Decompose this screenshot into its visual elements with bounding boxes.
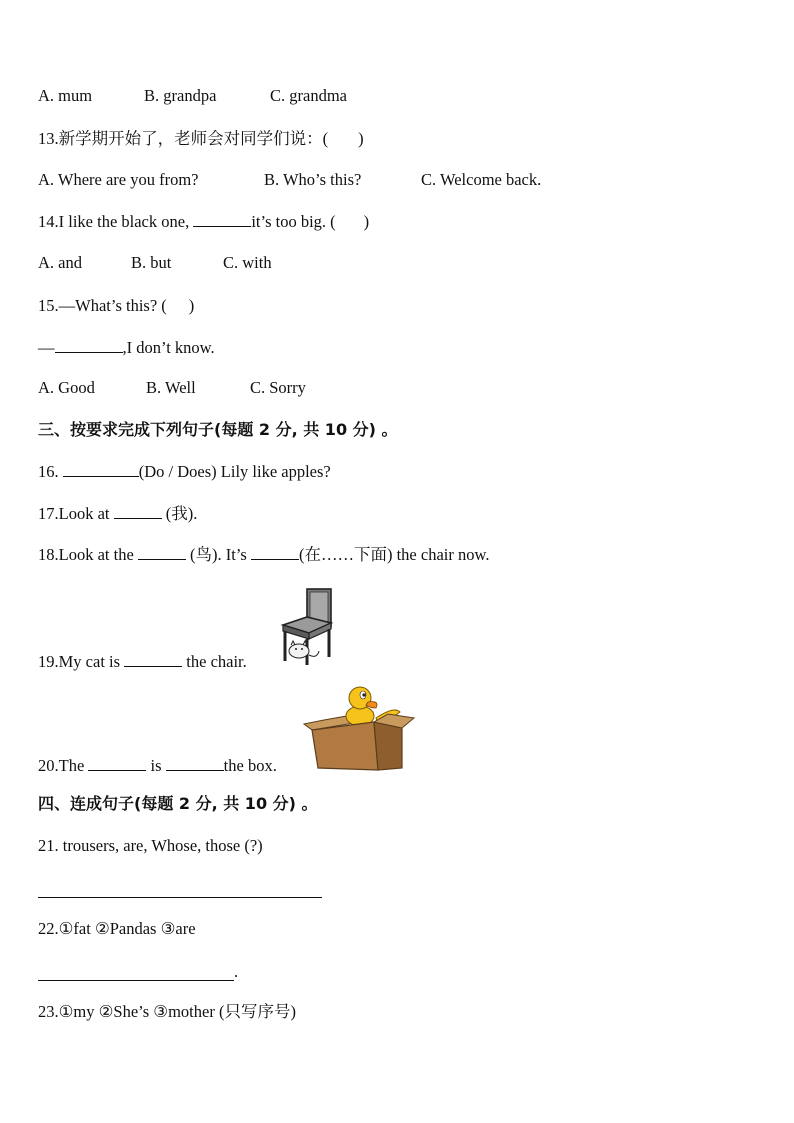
question-20-pre: 20.The [38,756,85,775]
question-18 [38,544,489,566]
question-14-post: it’s too big. ( [251,212,336,231]
answer-blank[interactable] [138,545,186,560]
answer-blank[interactable] [166,756,224,771]
question-15-reply [38,337,215,359]
question-20 [38,755,277,777]
question-15 [38,295,194,317]
answer-blank[interactable] [193,212,251,227]
question-15-stem: 15.—What’s this? ( [38,296,167,315]
answer-period: . [234,962,239,981]
question-14-pre: 14.I like the black one, [38,212,190,231]
question-18-post: (在……下面) the chair now. [298,545,490,564]
question-21: 21. trousers, are, Whose, those (?) [38,836,263,855]
question-19-post: the chair. [186,652,247,671]
answer-blank[interactable] [55,338,123,353]
question-23: 23.①my ②She’s ③mother (只写序号) [38,1002,296,1021]
duck-in-box-icon [302,684,417,772]
answer-blank[interactable] [88,756,146,771]
question-16-post: (Do / Does) Lily like apples? [138,462,331,481]
question-18-pre: 18.Look at the [38,545,134,564]
question-17-pre: 17.Look at [38,504,110,523]
answer-line[interactable] [38,979,234,981]
question-17-post: (我). [165,504,198,523]
option-a: A. Where are you from? [38,170,199,189]
question-14 [38,211,369,233]
answer-blank[interactable] [114,504,162,519]
answer-blank[interactable] [63,462,139,477]
reply-dash: — [38,338,55,357]
chair-with-cat-icon [279,587,333,667]
question-17 [38,503,197,525]
answer-line[interactable] [38,896,322,898]
option-c: C. Welcome back. [421,170,542,189]
option-b: B. Well [146,378,196,397]
question-18-mid: (鸟). It’s [190,545,247,564]
question-20-post: the box. [223,756,277,775]
question-20-mid: is [150,756,162,775]
question-16 [38,461,331,483]
option-c: C. with [223,253,272,272]
question-19 [38,651,247,673]
option-a: A. mum [38,86,93,105]
question-14-close: ) [363,212,370,231]
option-a: A. Good [38,378,95,397]
option-a: A. and [38,253,82,272]
question-13 [38,128,364,150]
question-22: 22.①fat ②Pandas ③are [38,919,196,938]
section-4-heading: 四、连成句子(每题 2 分, 共 10 分) 。 [38,794,318,813]
option-b: B. grandpa [144,86,217,105]
option-b: B. but [131,253,172,272]
question-13-stem: 13.新学期开始了，老师会对同学们说：( [38,129,329,148]
section-3-heading: 三、按要求完成下列句子(每题 2 分, 共 10 分) 。 [38,420,398,439]
option-c: C. grandma [270,86,347,105]
question-16-pre: 16. [38,462,59,481]
question-19-pre: 19.My cat is [38,652,121,671]
option-c: C. Sorry [250,378,306,397]
option-b: B. Who’s this? [264,170,362,189]
answer-blank[interactable] [251,545,299,560]
question-13-close: ) [358,129,364,148]
answer-blank[interactable] [124,652,182,667]
question-15-post: ,I don’t know. [122,338,215,357]
question-15-close: ) [188,296,195,315]
